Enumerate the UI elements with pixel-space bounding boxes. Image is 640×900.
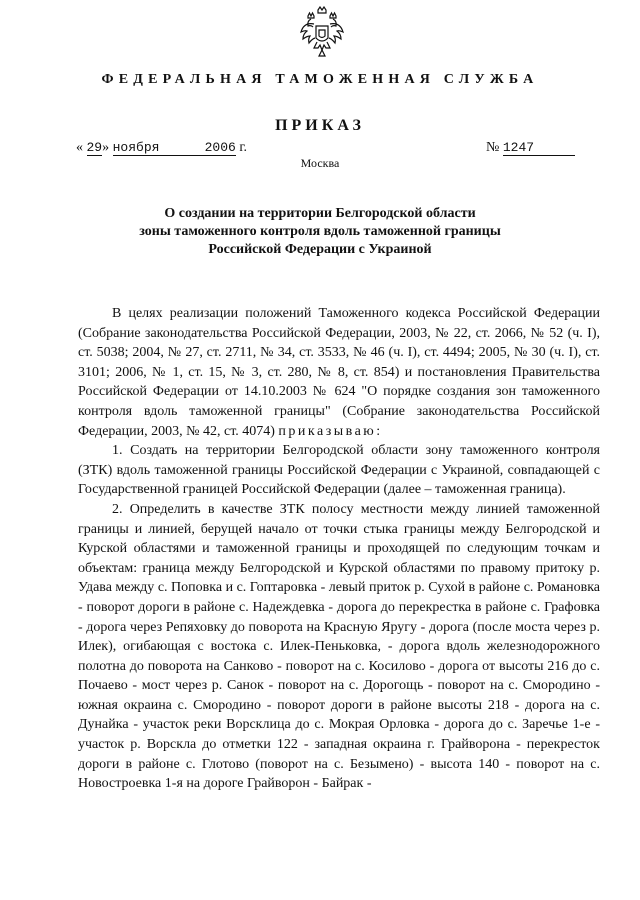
- subject-line-1: О создании на территории Белгородской области: [164, 206, 476, 221]
- preamble-paragraph: [78, 304, 600, 441]
- city-of-issue: Москва: [300, 156, 340, 170]
- order-subject: [100, 205, 540, 259]
- preamble-text: В целях реализации положений Таможенного кодекса Российской Федерации (Собрание законодательства Российской Федерации, 2003, № 22, ст. 2066, № 52 (ч. I), ст. 5038; 2004, № 27, ст. 2711, № 34, ст. 3533, № 46 (ч. I), ст. 4494; 2005, № 30 (ч. I), ст. 3101; 2006, № 1, ст. 15, № 3, ст. 280, № 8, ст. 854) и постановления Правительства Российской Федерации от 14.10.2003 № 624 "О порядке создания зон таможенного контроля вдоль таможенной границы" (Собрание законодательства Российской Федерации, 2003, № 42, ст. 4074): [78, 306, 600, 439]
- date-day: 29: [86, 140, 103, 155]
- date-open-quote: «: [76, 140, 83, 155]
- decree-word: приказываю:: [278, 423, 383, 439]
- coat-of-arms-emblem: [300, 6, 344, 58]
- agency-name: ФЕДЕРАЛЬНАЯ ТАМОЖЕННАЯ СЛУЖБА: [101, 72, 539, 87]
- subject-line-2: зоны таможенного контроля вдоль таможенной границы: [139, 224, 501, 239]
- number-value: 1247: [503, 141, 575, 156]
- date-year-suffix: г.: [239, 140, 247, 155]
- item-1-paragraph: 1. Создать на территории Белгородской области зону таможенного контроля (ЗТК) вдоль таможенной границы Российской Федерации с Украиной, совпадающей с Государственной границей Российской Федерации (далее – таможенная граница).: [78, 443, 600, 498]
- item-2-paragraph: 2. Определить в качестве ЗТК полосу местности между линией таможенной границы и линией, берущей начало от точки стыка границы между Белгородской и Курской областями и таможенной границы и проходящей по следующим точкам и объектам: граница между Белгородской и Курской областями по правому притоку р. Удава между с. Поповка и с. Гоптаровка - левый приток р. Сухой в районе с. Романовка - поворот дороги в районе с. Надеждевка - дорога до перекрестка в районе с. Графовка - дорога через Репяховку до поворота на Красную Яругу - дорога (после моста через р. Илек), огибающая с востока с. Илек-Пеньковка, - дорога вдоль железнодорожного полотна до поворота на Санково - поворот на с. Косилово - дорога от высоты 216 до с. Почаево - мост через р. Санок - поворот на с. Дорогощь - поворот на с. Смородино - южная окраина с. Смородино - поворот дороги в районе высоты 218 - дорога на с. Дунайка - участок реки Ворсклица до с. Мокрая Орловка - дорога до с. Заречье 1-е - участок р. Ворскла до отметки 122 - западная окраина г. Грайворона - перекресток дороги в районе с. Глотово (поворот на с. Безымено) - высота 140 - поворот на с. Новостроевка 1-я на дороге Грайворон - Байрак -: [78, 501, 600, 792]
- date-month: ноября: [113, 141, 205, 156]
- document-type-title: ПРИКАЗ: [275, 117, 365, 134]
- order-number: [486, 140, 575, 156]
- order-body: [78, 304, 600, 794]
- date-close-quote: »: [102, 140, 110, 155]
- subject-line-3: Российской Федерации с Украиной: [208, 242, 432, 257]
- order-date: [76, 140, 247, 156]
- date-year: 2006: [204, 140, 236, 155]
- number-label: №: [486, 140, 500, 155]
